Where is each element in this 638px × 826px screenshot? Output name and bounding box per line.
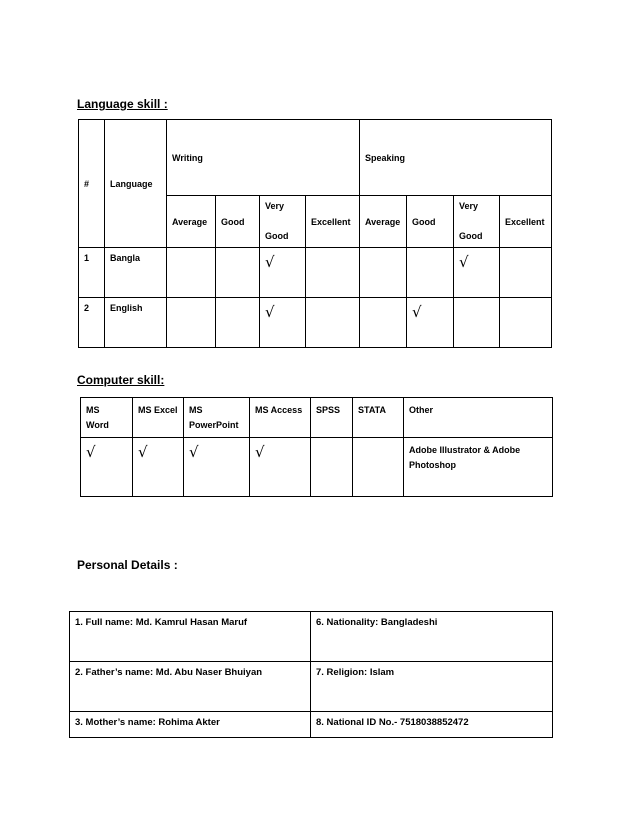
speaking-header: Speaking [360,120,552,196]
ms-word-header [81,398,133,438]
table-row [79,298,552,348]
other-value: Adobe Illustrator & Adobe Photoshop [404,438,553,497]
stata-header: STATA [353,398,404,438]
check-mark: √ [454,248,500,298]
ms-powerpoint-header [184,398,250,438]
ms-excel-header: MS Excel [133,398,184,438]
col-num-header: # [79,120,105,248]
row-language: Bangla [105,248,167,298]
father-name: 2. Father’s name: Md. Abu Naser Bhuiyan [70,662,311,712]
other-header: Other [404,398,553,438]
word-label: Word [86,420,109,430]
ms-access-header: MS Access [250,398,311,438]
col-language-header: Language [105,120,167,248]
religion: 7. Religion: Islam [311,662,553,712]
powerpoint-label: PowerPoint [189,420,239,430]
good-label: Good [459,231,483,241]
speaking-very-good-header [454,196,500,248]
personal-details-table [69,611,553,738]
check-mark: √ [81,438,133,497]
national-id: 8. National ID No.- 7518038852472 [311,712,553,738]
very-label: Very [265,201,285,211]
writing-excellent-header: Excellent [306,196,360,248]
computer-skill-heading: Computer skill: [77,373,165,387]
writing-header: Writing [167,120,360,196]
row-language: English [105,298,167,348]
writing-good-header: Good [216,196,260,248]
table-row [79,248,552,298]
very-label: Very [459,201,479,211]
speaking-excellent-header: Excellent [500,196,552,248]
table-row [81,438,553,497]
personal-details-heading: Personal Details : [77,558,178,572]
ms-label: MS [189,405,203,415]
nationality: 6. Nationality: Bangladeshi [311,612,553,662]
check-mark: √ [184,438,250,497]
language-skill-heading: Language skill : [77,97,168,111]
mother-name: 3. Mother’s name: Rohima Akter [70,712,311,738]
row-num: 2 [79,298,105,348]
full-name: 1. Full name: Md. Kamrul Hasan Maruf [70,612,311,662]
computer-header-row [81,398,553,438]
check-mark: √ [260,248,306,298]
row-num: 1 [79,248,105,298]
check-mark: √ [260,298,306,348]
table-row [70,712,553,738]
table-row [70,662,553,712]
check-mark: √ [133,438,184,497]
speaking-average-header: Average [360,196,407,248]
writing-very-good-header [260,196,306,248]
writing-average-header: Average [167,196,216,248]
check-mark: √ [407,298,454,348]
ms-label: MS [86,405,100,415]
spss-header: SPSS [311,398,353,438]
table-row [70,612,553,662]
language-header-row [79,120,552,196]
language-skill-table [78,119,552,348]
good-label: Good [265,231,289,241]
check-mark: √ [250,438,311,497]
computer-skill-table [80,397,553,497]
speaking-good-header: Good [407,196,454,248]
